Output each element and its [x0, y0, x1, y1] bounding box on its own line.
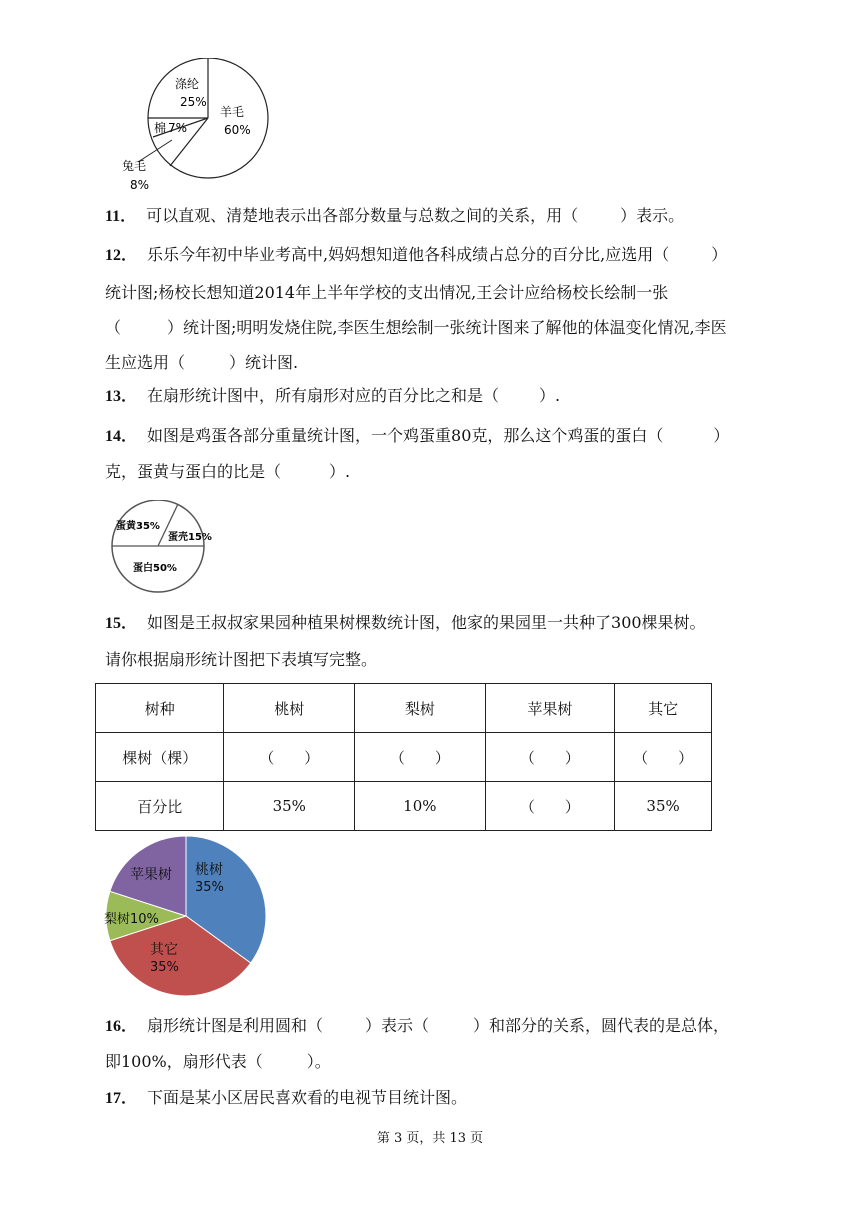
- table-row: [96, 733, 712, 782]
- slice-value-cotton: 7%: [168, 121, 188, 135]
- slice-value-other: 35%: [150, 960, 179, 975]
- question-12-line-2: 统计图;杨校长想知道2014年上半年学校的支出情况,王会计应给杨校长绘制一张: [105, 283, 669, 302]
- question-12-line-3: （ ）统计图;明明发烧住院,李医生想绘制一张统计图来了解他的体温变化情况,李医: [105, 318, 727, 337]
- slice-label-shell: 蛋壳15%: [168, 532, 212, 543]
- question-16-line-1: 16． 扇形统计图是利用圆和（ ）表示（ ）和部分的关系，圆代表的是总体，: [105, 1016, 730, 1035]
- slice-label-apple: 苹果树: [130, 867, 172, 883]
- question-17: 17． 下面是某小区居民喜欢看的电视节目统计图。: [105, 1088, 468, 1107]
- page-footer: 第 3 页，共 13 页: [376, 1131, 484, 1146]
- table-cell: 梨树: [355, 684, 486, 733]
- slice-value-wool: 60%: [224, 123, 251, 137]
- table-cell: （ ）: [485, 733, 615, 782]
- table-cell: 百分比: [96, 782, 224, 831]
- table-row: [96, 684, 712, 733]
- table-cell: 棵树（棵）: [96, 733, 224, 782]
- fiber-pie-chart: [100, 58, 280, 198]
- question-12-line-4: 生应选用（ ）统计图.: [105, 353, 299, 372]
- slice-value-rabbit: 8%: [130, 178, 150, 192]
- slice-label-pear: 梨树10%: [104, 912, 159, 927]
- slice-label-other: 其它: [150, 942, 178, 958]
- question-14-line-2: 克，蛋黄与蛋白的比是（ ）.: [105, 462, 351, 481]
- question-15-line-1: 15． 如图是王叔叔家果园种植果树棵数统计图，他家的果园里一共种了300棵果树。: [105, 613, 706, 632]
- table-row: [96, 782, 712, 831]
- slice-label-polyester: 涤纶: [175, 77, 200, 91]
- slice-label-peach: 桃树: [195, 862, 223, 878]
- table-cell: （ ）: [224, 733, 355, 782]
- table-cell: 桃树: [224, 684, 355, 733]
- slice-label-rabbit: 兔毛: [122, 159, 147, 173]
- slice-value-peach: 35%: [195, 880, 224, 895]
- table-cell: 苹果树: [485, 684, 615, 733]
- fruit-tree-pie-chart: [100, 830, 275, 1000]
- slice-label-yolk: 蛋黄35%: [116, 521, 160, 532]
- question-16-line-2: 即100%，扇形代表（ ）。: [105, 1052, 331, 1071]
- slice-label-cotton: 棉: [154, 121, 167, 135]
- table-cell: 其它: [615, 684, 712, 733]
- egg-pie-chart: [100, 500, 220, 595]
- question-11: 11． 可以直观、清楚地表示出各部分数量与总数之间的关系，用（ ）表示。: [105, 206, 685, 225]
- table-cell: （ ）: [615, 733, 712, 782]
- table-cell: （ ）: [485, 782, 615, 831]
- question-12-line-1: 12． 乐乐今年初中毕业考高中,妈妈想知道他各科成绩占总分的百分比,应选用（ ）: [105, 245, 728, 264]
- table-cell: 35%: [615, 782, 712, 831]
- slice-label-wool: 羊毛: [220, 105, 245, 119]
- question-13: 13． 在扇形统计图中，所有扇形对应的百分比之和是（ ）.: [105, 386, 561, 405]
- slice-label-white: 蛋白50%: [133, 563, 177, 574]
- table-cell: 10%: [355, 782, 486, 831]
- question-15-line-2: 请你根据扇形统计图把下表填写完整。: [105, 650, 378, 669]
- table-cell: （ ）: [355, 733, 486, 782]
- table-cell: 35%: [224, 782, 355, 831]
- fruit-tree-table: [95, 683, 712, 831]
- slice-value-polyester: 25%: [180, 95, 207, 109]
- question-14-line-1: 14． 如图是鸡蛋各部分重量统计图，一个鸡蛋重80克，那么这个鸡蛋的蛋白（ ）: [105, 426, 730, 445]
- table-cell: 树种: [96, 684, 224, 733]
